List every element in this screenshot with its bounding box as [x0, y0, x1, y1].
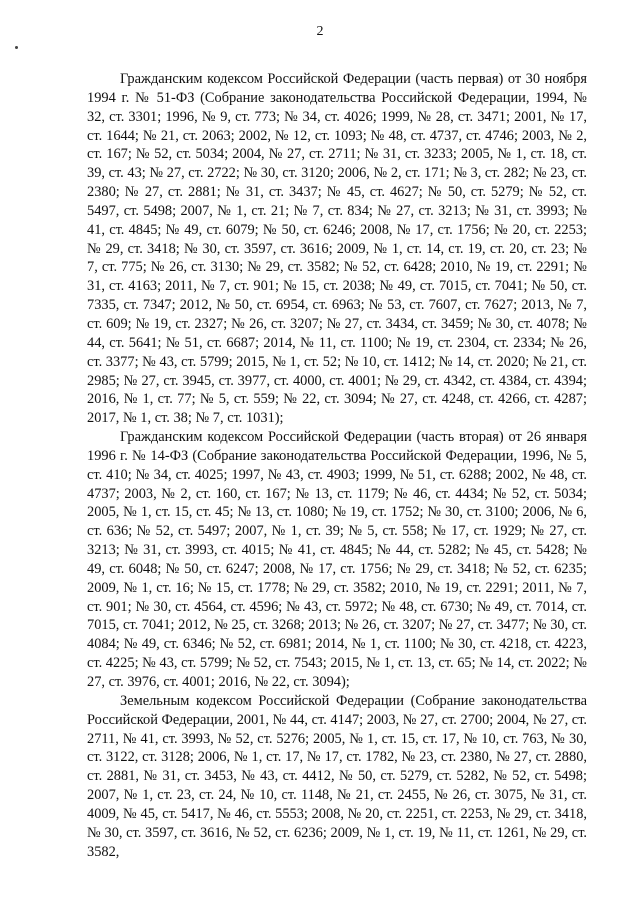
- paragraph-land-code: Земельным кодексом Российской Федерации (Собрание законодательства Российской Федерации, 2001, № 44, ст. 4147; 2003, № 27, ст. 2700; 2004, № 27, ст. 2711, № 41, ст. 3993, № 52, ст. 5276; 2005, № 1, ст. 15, ст. 17, № 10, ст. 763, № 30, ст. 3122, ст. 3128; 2006, № 1, ст. 17, № 17, ст. 1782, № 23, ст. 2380, № 27, ст. 2880, ст. 2881, № 31, ст. 3453, № 43, ст. 4412, № 50, ст. 5279, ст. 5282, № 52, ст. 5498; 2007, № 1, ст. 23, ст. 24, № 10, ст. 1148, № 21, ст. 2455, № 26, ст. 3075, № 31, ст. 4009, № 45, ст. 5417, № 46, ст. 5553; 2008, № 20, ст. 2251, ст. 2253, № 29, ст. 3418, № 30, ст. 3597, ст. 3616, № 52, ст. 6236; 2009, № 1, ст. 19, № 11, ст. 1261, № 29, ст. 3582,: [87, 692, 587, 860]
- paragraph-civil-code-part-two: Гражданским кодексом Российской Федерации (часть вторая) от 26 января 1996 г. № 14-ФЗ (Собрание законодательства Российской Федерации, 1996, № 5, ст. 410; № 34, ст. 4025; 1997, № 43, ст. 4903; 1999, № 51, ст. 6288; 2002, № 48, ст. 4737; 2003, № 2, ст. 160, ст. 167; № 13, ст. 1179; № 46, ст. 4434; № 52, ст. 5034; 2005, № 1, ст. 15, ст. 45; № 13, ст. 1080; № 19, ст. 1752; № 30, ст. 3100; 2006, № 6, ст. 636; № 52, ст. 5497; 2007, № 1, ст. 39; № 5, ст. 558; № 17, ст. 1929; № 27, ст. 3213; № 31, ст. 3993, ст. 4015; № 41, ст. 4845; № 44, ст. 5282; № 45, ст. 5428; № 49, ст. 6048; № 50, ст. 6247; 2008, № 17, ст. 1756; № 29, ст. 3418; № 52, ст. 6235; 2009, № 1, ст. 16; № 15, ст. 1778; № 29, ст. 3582; 2010, № 19, ст. 2291; 2011, № 7, ст. 901; № 30, ст. 4564, ст. 4596; № 43, ст. 5972; № 48, ст. 6730; № 49, ст. 7014, ст. 7015, ст. 7041; 2012, № 25, ст. 3268; 2013; № 26, ст. 3207; № 27, ст. 3477; № 30, ст. 4084; № 49, ст. 6346; № 52, ст. 6981; 2014, № 1, ст. 1100; № 30, ст. 4218, ст. 4223, ст. 4225; № 43, ст. 5799; № 52, ст. 7543; 2015, № 1, ст. 13, ст. 65; № 14, ст. 2022; № 27, ст. 3976, ст. 4001; 2016, № 22, ст. 3094);: [87, 429, 587, 690]
- paragraph-civil-code-part-one: Гражданским кодексом Российской Федерации (часть первая) от 30 ноября 1994 г. № 51-ФЗ (Собрание законодательства Российской Федерации, 1994, № 32, ст. 3301; 1996, № 9, ст. 773; № 34, ст. 4026; 1999, № 28, ст. 3471; 2001, № 17, ст. 1644; № 21, ст. 2063; 2002, № 12, ст. 1093; № 48, ст. 4737, ст. 4746; 2003, № 2, ст. 167; № 52, ст. 5034; 2004, № 27, ст. 2711; № 31, ст. 3233; 2005, № 1, ст. 18, ст. 39, ст. 43; № 27, ст. 2722; № 30, ст. 3120; 2006, № 2, ст. 171; № 3, ст. 282; № 23, ст. 2380; № 27, ст. 2881; № 31, ст. 3437; № 45, ст. 4627; № 50, ст. 5279; № 52, ст. 5497, ст. 5498; 2007, № 1, ст. 21; № 7, ст. 834; № 27, ст. 3213; № 31, ст. 3993; № 41, ст. 4845; № 49, ст. 6079; № 50, ст. 6246; 2008, № 17, ст. 1756; № 20, ст. 2253; № 29, ст. 3418; № 30, ст. 3597, ст. 3616; 2009, № 1, ст. 14, ст. 19, ст. 20, ст. 23; № 7, ст. 775; № 26, ст. 3130; № 29, ст. 3582; № 52, ст. 6428; 2010, № 19, ст. 2291; № 31, ст. 4163; 2011, № 7, ст. 901; № 15, ст. 2038; № 49, ст. 7015, ст. 7041; № 50, ст. 7335, ст. 7347; 2012, № 50, ст. 6954, ст. 6963; № 53, ст. 7607, ст. 7627; 2013, № 7, ст. 609; № 19, ст. 2327; № 26, ст. 3207; № 27, ст. 3434, ст. 3459; № 30, ст. 4078; № 44, ст. 5641; № 51, ст. 6687; 2014, № 11, ст. 1100; № 19, ст. 2304, ст. 2334; № 26, ст. 3377; № 43, ст. 5799; 2015, № 1, ст. 52; № 10, ст. 1412; № 14, ст. 2020; № 21, ст. 2985; № 27, ст. 3945, ст. 3977, ст. 4000, ст. 4001; № 29, ст. 4342, ст. 4384, ст. 4394; 2016, № 1, ст. 77; № 5, ст. 559; № 22, ст. 3094; № 27, ст. 4248, ст. 4266, ст. 4287; 2017, № 1, ст. 38; № 7, ст. 1031);: [87, 71, 587, 427]
- document-body: [87, 70, 587, 861]
- page-number: 2: [316, 24, 324, 39]
- scan-speck: [15, 46, 18, 49]
